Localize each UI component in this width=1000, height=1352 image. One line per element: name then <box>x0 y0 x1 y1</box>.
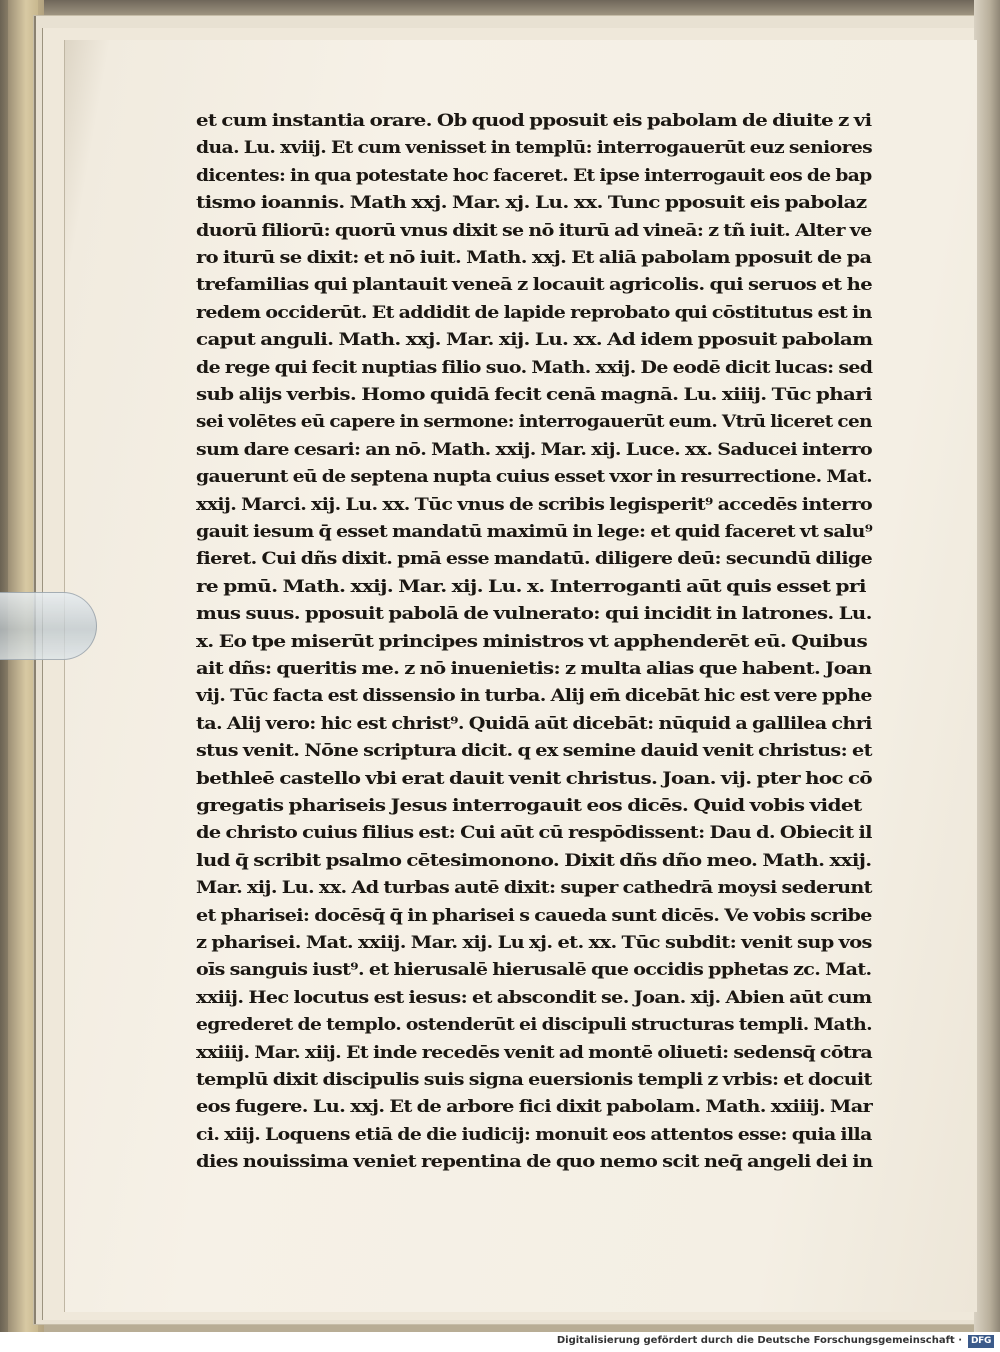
text-line: bethleē castello vbi erat dauit venit christus. Joan. vij. pter hoc cō <box>196 768 872 789</box>
text-line: dicentes: in qua potestate hoc faceret. Et ipse interrogauit eos de bap <box>196 165 872 186</box>
text-line: ta. Alij vero: hic est christ⁹. Quidā aūt dicebāt: nūquid a gallilea chri <box>196 713 872 734</box>
funding-credit: Digitalisierung gefördert durch die Deutsche Forschungsgemeinschaft · <box>556 1335 962 1346</box>
text-line: lud q̄ scribit psalmo cētesimonono. Dixit dñs dño meo. Math. xxij. <box>196 850 872 871</box>
text-line: Mar. xij. Lu. xx. Ad turbas autē dixit: super cathedrā moysi sederunt <box>196 878 872 899</box>
text-line: ci. xiij. Loquens etiā de die iudicij: monuit eos attentos esse: quia illa <box>196 1124 872 1145</box>
text-line: trefamilias qui plantauit veneā z locauit agricolis. qui seruos et he <box>196 275 873 296</box>
text-line: xxiij. Hec locutus est iesus: et abscondit se. Joan. xij. Abien aūt cum <box>196 987 872 1008</box>
page-text <box>196 108 876 1180</box>
text-line: gregatis phariseis Jesus interrogauit eos dicēs. Quid vobis videt <box>196 796 862 816</box>
text-line: sum dare cesari: an nō. Math. xxij. Mar. xij. Luce. xx. Saducei interro <box>196 439 873 460</box>
text-line: templū dixit discipulis suis signa euersionis templi z vrbis: et docuit <box>196 1070 872 1090</box>
text-line: et cum instantia orare. Ob quod pposuit eis pabolam de diuite z vi <box>196 111 872 131</box>
text-line: de christo cuius filius est: Cui aūt cū respōdissent: Dau d. Obiecit il <box>196 823 872 844</box>
text-line: x. Eo tpe miserūt principes ministros vt apphenderēt eū. Quibus <box>196 631 868 652</box>
text-line: duorū filiorū: quorū vnus dixit se nō iturū ad vineā: z tñ iuit. Alter ve <box>196 220 872 241</box>
right-page-edge <box>974 0 1000 1332</box>
text-line: sub alijs verbis. Homo quidā fecit cenā magnā. Lu. xiiij. Tūc phari <box>196 385 872 405</box>
text-line: tismo ioannis. Math xxj. Mar. xj. Lu. xx. Tunc pposuit eis pabolaz <box>196 193 867 214</box>
text-line: fieret. Cui dñs dixit. pmā esse mandatū. diligere deū: secundū dilige <box>196 549 873 570</box>
glass-clip <box>0 592 97 660</box>
text-line: gauerunt eū de septena nupta cuius esset vxor in resurrectione. Mat. <box>196 467 873 488</box>
text-line: egrederet de templo. ostenderūt ei discipuli structuras templi. Math. <box>196 1015 873 1036</box>
text-line: vij. Tūc facta est dissensio in turba. Alij em̄ dicebāt hic est vere pphe <box>196 686 872 707</box>
text-line: xxiiij. Mar. xiij. Et inde recedēs venit ad montē oliueti: sedensq̄ cōtra <box>196 1042 873 1063</box>
text-line: et pharisei: docēsq̄ q̄ in pharisei s caueda sunt dicēs. Ve vobis scribe <box>196 905 872 926</box>
text-line: gauit iesum q̄ esset mandatū maximū in lege: et quid faceret vt salu⁹ <box>196 522 873 542</box>
text-line: ro iturū se dixit: et nō iuit. Math. xxj. Et aliā pabolam pposuit de pa <box>196 248 872 268</box>
text-line: xxij. Marci. xij. Lu. xx. Tūc vnus de scribis legisperit⁹ accedēs interro <box>196 494 873 515</box>
footer-bar <box>0 1332 1000 1352</box>
text-line: sei volētes eū capere in sermone: interrogauerūt eum. Vtrū liceret cen <box>196 412 872 433</box>
text-line: re pmū. Math. xxij. Mar. xij. Lu. x. Interroganti aūt quis esset pri <box>196 576 866 597</box>
text-line: z pharisei. Mat. xxiij. Mar. xij. Lu xj. et. xx. Tūc subdit: venit sup vos <box>196 933 872 953</box>
text-line: mus suus. pposuit pabolā de vulnerato: qui incidit in latrones. Lu. <box>196 604 872 625</box>
text-line: oīs sanguis iust⁹. et hierusalē hierusalē que occidis pphetas zc. Mat. <box>196 960 872 981</box>
dfg-logo: DFG <box>968 1335 994 1348</box>
text-line: eos fugere. Lu. xxj. Et de arbore fici dixit pabolam. Math. xxiiij. Mar <box>196 1097 873 1118</box>
text-line: ait dñs: queritis me. z nō inuenietis: z multa alias que habent. Joan <box>196 659 872 679</box>
text-line: caput anguli. Math. xxj. Mar. xij. Lu. xx. Ad idem pposuit pabolam <box>196 330 873 351</box>
text-line: redem occiderūt. Et addidit de lapide reprobato qui cōstitutus est in <box>196 302 872 323</box>
text-line: stus venit. Nōne scriptura dicit. q ex semine dauid venit christus: et <box>196 741 872 762</box>
text-line: de rege qui fecit nuptias filio suo. Math. xxij. De eodē dicit lucas: sed <box>196 357 873 378</box>
text-line: dies nouissima veniet repentina de quo nemo scit neq̄ angeli dei in <box>196 1152 873 1173</box>
text-line: dua. Lu. xviij. Et cum venisset in templū: interrogauerūt euz seniores <box>196 138 873 159</box>
